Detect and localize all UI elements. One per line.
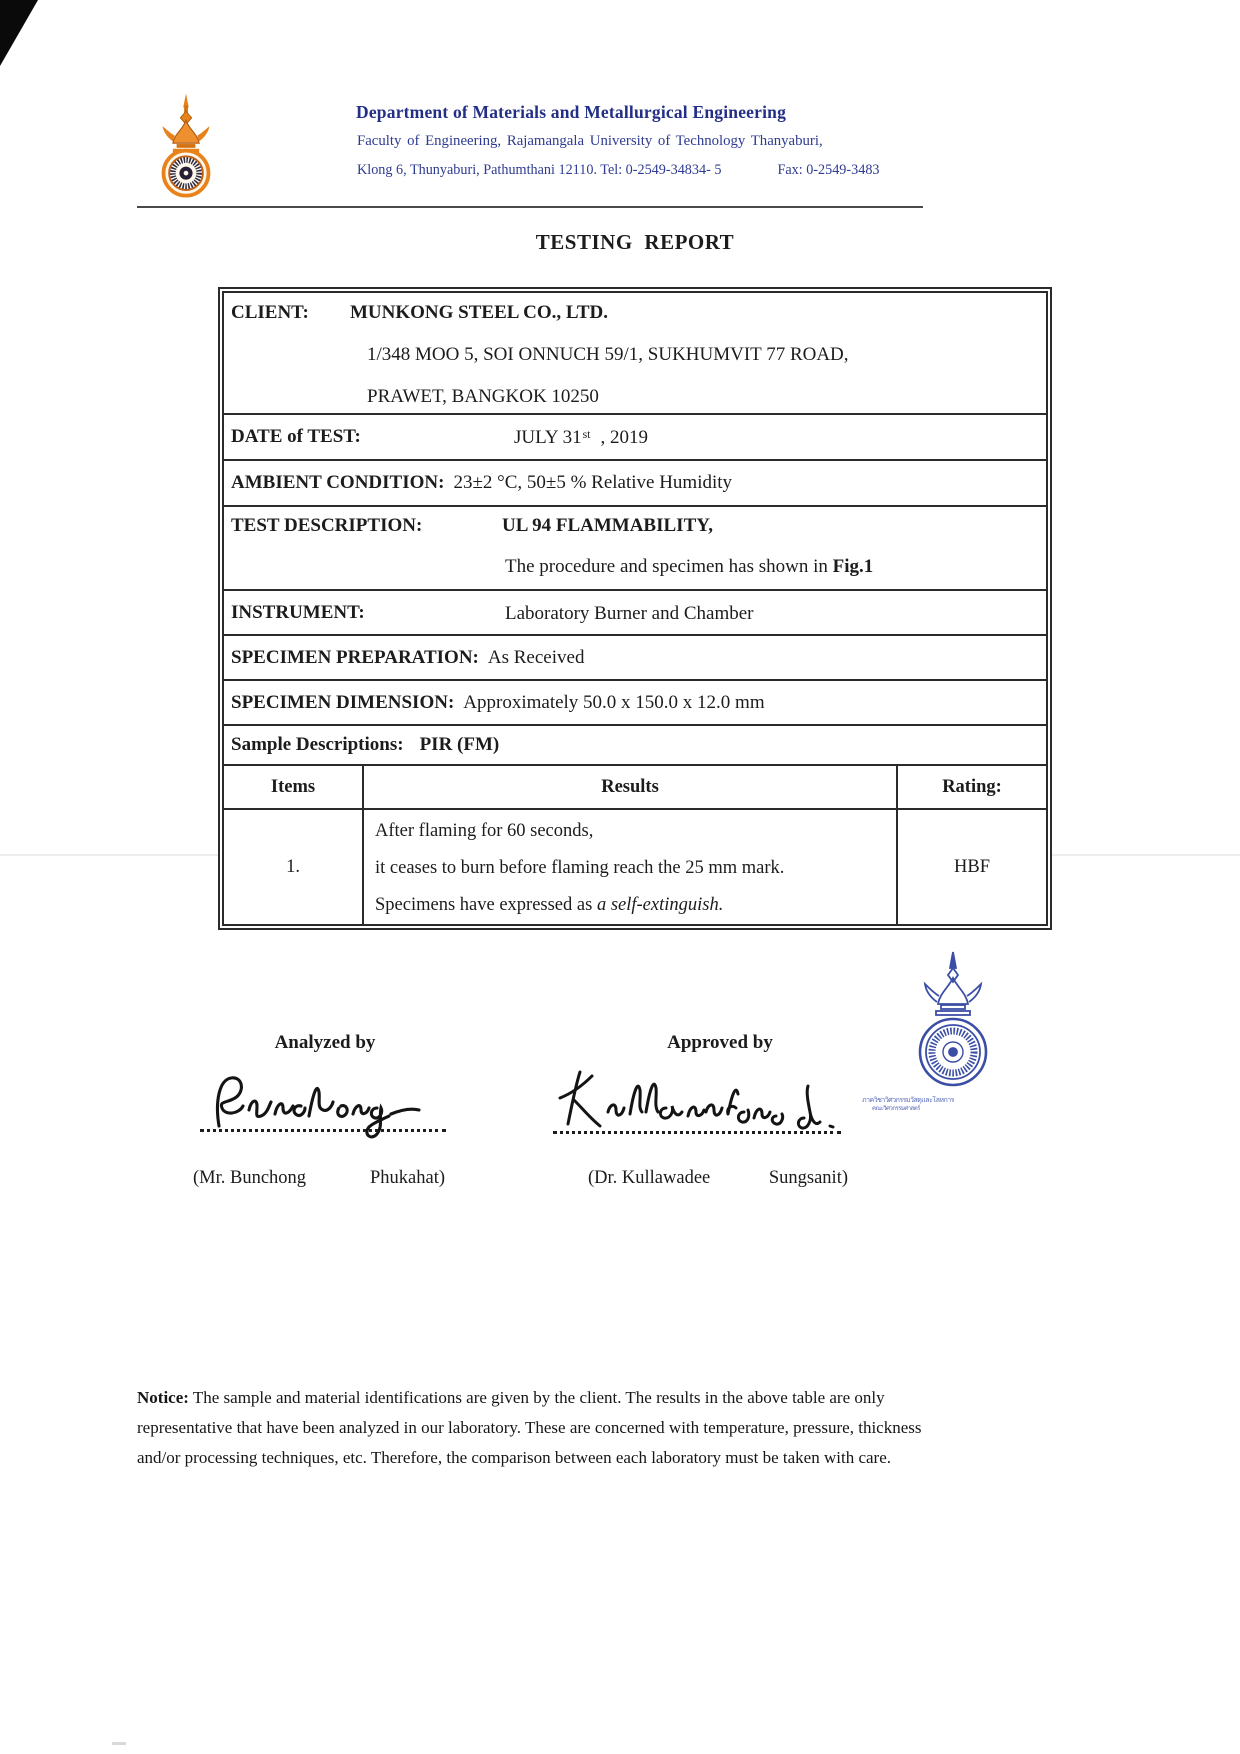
header-address-line — [357, 162, 880, 179]
row-instrument — [224, 591, 1046, 636]
approved-signature-line — [553, 1120, 841, 1134]
analyzed-by-label: Analyzed by — [274, 1032, 376, 1053]
sample-label: Sample Descriptions: — [231, 734, 404, 755]
page-title: TESTING REPORT — [535, 230, 735, 254]
client-address-2: PRAWET, BANGKOK 10250 — [367, 386, 599, 407]
report-table — [218, 287, 1052, 930]
header-fax: Fax: 0-2549-3483 — [777, 162, 880, 178]
scan-corner-artifact — [0, 0, 38, 66]
row-test-description — [224, 507, 1046, 591]
date-label: DATE of TEST: — [231, 426, 361, 447]
dimension-value: Approximately 50.0 x 150.0 x 12.0 mm — [463, 691, 765, 713]
header-address: Klong 6, Thunyaburi, Pathumthani 12110. Tel: 0-2549-34834- 5 — [357, 162, 722, 178]
preparation-label: SPECIMEN PREPARATION: — [231, 646, 479, 668]
result-line-2: it ceases to burn before flaming reach the 25 mm mark. — [375, 858, 785, 878]
result-line-1: After flaming for 60 seconds, — [375, 821, 594, 841]
row-date-of-test — [224, 415, 1046, 461]
analyzed-name-first: (Mr. Bunchong — [193, 1168, 307, 1188]
notice-line-2: representative that have been analyzed in our laboratory. These are concerned with temperature, pressure, thickness — [137, 1418, 922, 1437]
client-label: CLIENT: — [231, 302, 309, 323]
instrument-label: INSTRUMENT: — [231, 601, 365, 623]
analyzed-name-last: Phukahat) — [369, 1168, 445, 1188]
date-value-year: , 2019 — [600, 427, 648, 448]
client-address-1: 1/348 MOO 5, SOI ONNUCH 59/1, SUKHUMVIT 77 ROAD, — [367, 344, 849, 365]
row-specimen-preparation — [224, 636, 1046, 681]
stamp-thai-text — [862, 1096, 1047, 1114]
approved-name-last: Sungsanit) — [768, 1168, 848, 1188]
header-divider — [137, 206, 923, 208]
notice-label: Notice: — [137, 1388, 189, 1407]
approved-by-name — [588, 1168, 848, 1189]
test-description-note-text: The procedure and specimen has shown in — [505, 556, 833, 577]
notice-line-3: and/or processing techniques, etc. Therefore, the comparison between each laboratory must be taken with care. — [137, 1448, 892, 1467]
header-department: Department of Materials and Metallurgical Engineering — [356, 102, 787, 122]
preparation-value: As Received — [487, 646, 585, 668]
results-header-rating: Rating: — [898, 766, 1046, 810]
client-name: MUNKONG STEEL CO., LTD. — [350, 302, 608, 323]
sample-value: PIR (FM) — [419, 734, 500, 755]
notice-line-1-text: The sample and material identifications are given by the client. The results in the above table are only — [188, 1388, 885, 1407]
notice-paragraph — [137, 1383, 982, 1473]
date-value-main: JULY 31 — [514, 427, 582, 448]
stamp-text-line-1: ภาควิชาวิศวกรรมวัสดุและโลหการ — [862, 1096, 954, 1104]
instrument-value: Laboratory Burner and Chamber — [505, 602, 754, 624]
header-faculty: Faculty of Engineering, Rajamangala University of Technology Thanyaburi, — [357, 133, 823, 149]
approved-by-label: Approved by — [667, 1032, 773, 1053]
ambient-value: 23±2 °C, 50±5 % Relative Humidity — [453, 472, 733, 493]
notice-line-1 — [137, 1383, 982, 1413]
result-line-3-plain: Specimens have expressed as — [375, 895, 597, 915]
result-line-3-italic: a self-extinguish. — [596, 895, 724, 915]
test-description-note-fig: Fig.1 — [832, 556, 874, 577]
approved-name-first: (Dr. Kullawadee — [588, 1168, 711, 1188]
analyzed-signature-line — [200, 1118, 446, 1132]
scan-bottom-artifact — [112, 1742, 126, 1745]
university-stamp-icon — [903, 950, 1003, 1096]
results-table — [224, 766, 1046, 924]
date-value: JULY 31 st , 2019 — [514, 427, 648, 448]
test-description-value: UL 94 FLAMMABILITY, — [502, 515, 713, 536]
row-ambient-condition — [224, 461, 1046, 507]
result-item-number: 1. — [224, 810, 364, 924]
result-rating: HBF — [954, 856, 990, 877]
result-line-3 — [375, 887, 896, 924]
stamp-text-line-2: คณะวิศวกรรมศาสตร์ — [872, 1106, 920, 1112]
test-description-note — [505, 556, 873, 578]
result-text — [364, 810, 898, 924]
dimension-label: SPECIMEN DIMENSION: — [231, 691, 455, 713]
ambient-label: AMBIENT CONDITION: — [231, 472, 445, 493]
test-description-label: TEST DESCRIPTION: — [231, 515, 423, 536]
analyzed-by-name — [193, 1168, 445, 1189]
university-emblem-logo — [156, 92, 216, 198]
row-specimen-dimension — [224, 681, 1046, 726]
results-header-results: Results — [364, 766, 898, 810]
row-client — [224, 293, 1046, 415]
results-header-items: Items — [224, 766, 364, 810]
row-sample-descriptions — [224, 726, 1046, 766]
